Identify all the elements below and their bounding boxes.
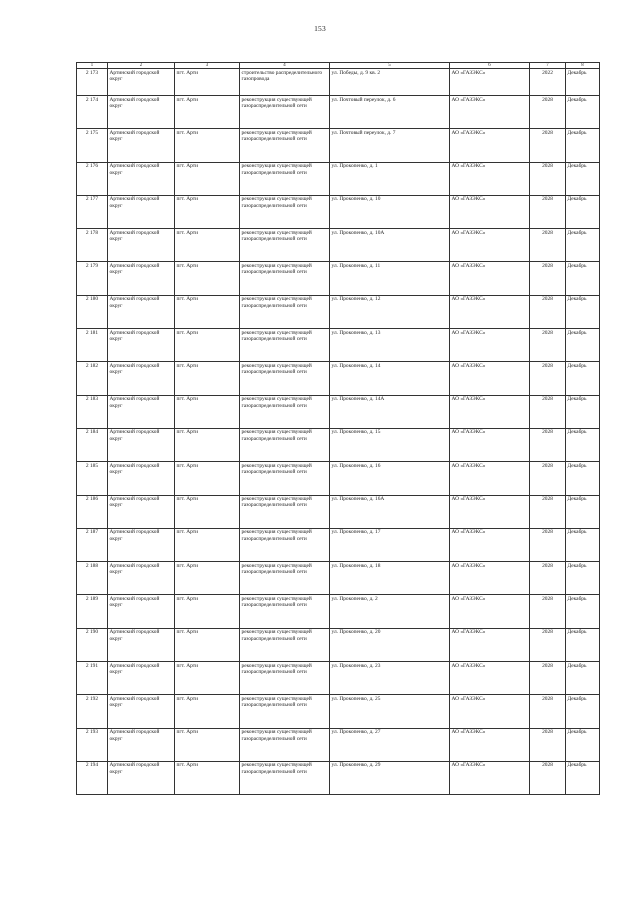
address-cell: ул. Прокопенко, д. 13 xyxy=(330,329,450,362)
row-number-cell: 2 182 xyxy=(77,362,108,395)
settlement-cell: пгт. Арти xyxy=(175,229,240,262)
row-number-cell: 2 174 xyxy=(77,96,108,129)
month-cell: Декабрь xyxy=(566,329,600,362)
month-cell: Декабрь xyxy=(566,129,600,162)
table-row xyxy=(77,395,600,428)
operator-cell: АО «ГАЗЭКС» xyxy=(450,229,530,262)
district-cell: Артинский городской округ xyxy=(108,129,175,162)
year-cell: 2028 xyxy=(530,495,566,528)
address-cell: ул. Прокопенко, д. 10А xyxy=(330,229,450,262)
row-number-cell: 2 184 xyxy=(77,428,108,461)
row-number-cell: 2 177 xyxy=(77,195,108,228)
month-cell: Декабрь xyxy=(566,728,600,761)
table-row xyxy=(77,262,600,295)
operator-cell: АО «ГАЗЭКС» xyxy=(450,295,530,328)
settlement-cell: пгт. Арти xyxy=(175,329,240,362)
work-type-cell: реконструкция существующей газораспределительной сети xyxy=(240,362,330,395)
row-number-cell: 2 186 xyxy=(77,495,108,528)
row-number-cell: 2 176 xyxy=(77,162,108,195)
district-cell: Артинский городской округ xyxy=(108,96,175,129)
column-number: 3 xyxy=(175,63,240,69)
address-cell: ул. Почтовый переулок, д. 7 xyxy=(330,129,450,162)
settlement-cell: пгт. Арти xyxy=(175,462,240,495)
work-type-cell: реконструкция существующей газораспределительной сети xyxy=(240,162,330,195)
operator-cell: АО «ГАЗЭКС» xyxy=(450,462,530,495)
settlement-cell: пгт. Арти xyxy=(175,428,240,461)
month-cell: Декабрь xyxy=(566,595,600,628)
address-cell: ул. Прокопенко, д. 23 xyxy=(330,662,450,695)
work-type-cell: реконструкция существующей газораспределительной сети xyxy=(240,395,330,428)
work-type-cell: реконструкция существующей газораспределительной сети xyxy=(240,662,330,695)
page-number: 153 xyxy=(314,24,326,33)
month-cell: Декабрь xyxy=(566,162,600,195)
table-row xyxy=(77,462,600,495)
table-row xyxy=(77,562,600,595)
operator-cell: АО «ГАЗЭКС» xyxy=(450,329,530,362)
operator-cell: АО «ГАЗЭКС» xyxy=(450,495,530,528)
work-type-cell: реконструкция существующей газораспределительной сети xyxy=(240,495,330,528)
district-cell: Артинский городской округ xyxy=(108,495,175,528)
table-row xyxy=(77,229,600,262)
address-cell: ул. Прокопенко, д. 29 xyxy=(330,761,450,794)
table-row xyxy=(77,329,600,362)
month-cell: Декабрь xyxy=(566,262,600,295)
operator-cell: АО «ГАЗЭКС» xyxy=(450,129,530,162)
month-cell: Декабрь xyxy=(566,761,600,794)
operator-cell: АО «ГАЗЭКС» xyxy=(450,628,530,661)
year-cell: 2028 xyxy=(530,262,566,295)
settlement-cell: пгт. Арти xyxy=(175,96,240,129)
row-number-cell: 2 188 xyxy=(77,562,108,595)
settlement-cell: пгт. Арти xyxy=(175,495,240,528)
table-row xyxy=(77,528,600,561)
district-cell: Артинский городской округ xyxy=(108,295,175,328)
settlement-cell: пгт. Арти xyxy=(175,295,240,328)
month-cell: Декабрь xyxy=(566,495,600,528)
district-cell: Артинский городской округ xyxy=(108,329,175,362)
month-cell: Декабрь xyxy=(566,462,600,495)
work-type-cell: реконструкция существующей газораспределительной сети xyxy=(240,695,330,728)
month-cell: Декабрь xyxy=(566,295,600,328)
row-number-cell: 2 187 xyxy=(77,528,108,561)
settlement-cell: пгт. Арти xyxy=(175,628,240,661)
row-number-cell: 2 183 xyxy=(77,395,108,428)
column-number: 8 xyxy=(566,63,600,69)
year-cell: 2022 xyxy=(530,69,566,96)
address-cell: ул. Прокопенко, д. 14 xyxy=(330,362,450,395)
row-number-cell: 2 185 xyxy=(77,462,108,495)
year-cell: 2028 xyxy=(530,295,566,328)
year-cell: 2028 xyxy=(530,662,566,695)
row-number-cell: 2 178 xyxy=(77,229,108,262)
table-row xyxy=(77,428,600,461)
work-type-cell: реконструкция существующей газораспределительной сети xyxy=(240,129,330,162)
operator-cell: АО «ГАЗЭКС» xyxy=(450,69,530,96)
year-cell: 2028 xyxy=(530,595,566,628)
settlement-cell: пгт. Арти xyxy=(175,69,240,96)
table-row xyxy=(77,295,600,328)
table-row xyxy=(77,69,600,96)
row-number-cell: 2 191 xyxy=(77,662,108,695)
column-number: 4 xyxy=(240,63,330,69)
address-cell: ул. Прокопенко, д. 15 xyxy=(330,428,450,461)
operator-cell: АО «ГАЗЭКС» xyxy=(450,695,530,728)
district-cell: Артинский городской округ xyxy=(108,628,175,661)
work-type-cell: реконструкция существующей газораспределительной сети xyxy=(240,528,330,561)
year-cell: 2028 xyxy=(530,728,566,761)
row-number-cell: 2 179 xyxy=(77,262,108,295)
year-cell: 2028 xyxy=(530,96,566,129)
address-cell: ул. Прокопенко, д. 27 xyxy=(330,728,450,761)
work-type-cell: реконструкция существующей газораспределительной сети xyxy=(240,761,330,794)
table-row xyxy=(77,728,600,761)
table-row xyxy=(77,662,600,695)
district-cell: Артинский городской округ xyxy=(108,395,175,428)
table-row xyxy=(77,495,600,528)
month-cell: Декабрь xyxy=(566,96,600,129)
year-cell: 2028 xyxy=(530,695,566,728)
address-cell: ул. Прокопенко, д. 20 xyxy=(330,628,450,661)
year-cell: 2028 xyxy=(530,162,566,195)
gas-network-table xyxy=(76,62,600,795)
column-number: 1 xyxy=(77,63,108,69)
year-cell: 2028 xyxy=(530,628,566,661)
year-cell: 2028 xyxy=(530,428,566,461)
address-cell: ул. Прокопенко, д. 10 xyxy=(330,195,450,228)
operator-cell: АО «ГАЗЭКС» xyxy=(450,595,530,628)
district-cell: Артинский городской округ xyxy=(108,595,175,628)
operator-cell: АО «ГАЗЭКС» xyxy=(450,662,530,695)
address-cell: ул. Победы, д. 9 кв. 2 xyxy=(330,69,450,96)
month-cell: Декабрь xyxy=(566,528,600,561)
year-cell: 2028 xyxy=(530,528,566,561)
settlement-cell: пгт. Арти xyxy=(175,695,240,728)
settlement-cell: пгт. Арти xyxy=(175,262,240,295)
year-cell: 2028 xyxy=(530,229,566,262)
district-cell: Артинский городской округ xyxy=(108,662,175,695)
operator-cell: АО «ГАЗЭКС» xyxy=(450,162,530,195)
address-cell: ул. Прокопенко, д. 11 xyxy=(330,262,450,295)
row-number-cell: 2 194 xyxy=(77,761,108,794)
column-number: 2 xyxy=(108,63,175,69)
column-number: 5 xyxy=(330,63,450,69)
settlement-cell: пгт. Арти xyxy=(175,662,240,695)
address-cell: ул. Прокопенко, д. 2 xyxy=(330,595,450,628)
district-cell: Артинский городской округ xyxy=(108,728,175,761)
month-cell: Декабрь xyxy=(566,195,600,228)
settlement-cell: пгт. Арти xyxy=(175,195,240,228)
work-type-cell: реконструкция существующей газораспределительной сети xyxy=(240,562,330,595)
settlement-cell: пгт. Арти xyxy=(175,528,240,561)
district-cell: Артинский городской округ xyxy=(108,362,175,395)
operator-cell: АО «ГАЗЭКС» xyxy=(450,195,530,228)
address-cell: ул. Прокопенко, д. 12 xyxy=(330,295,450,328)
table-row xyxy=(77,595,600,628)
address-cell: ул. Прокопенко, д. 1 xyxy=(330,162,450,195)
settlement-cell: пгт. Арти xyxy=(175,162,240,195)
operator-cell: АО «ГАЗЭКС» xyxy=(450,262,530,295)
district-cell: Артинский городской округ xyxy=(108,562,175,595)
year-cell: 2028 xyxy=(530,761,566,794)
work-type-cell: реконструкция существующей газораспределительной сети xyxy=(240,462,330,495)
settlement-cell: пгт. Арти xyxy=(175,595,240,628)
year-cell: 2028 xyxy=(530,562,566,595)
settlement-cell: пгт. Арти xyxy=(175,395,240,428)
table-row xyxy=(77,695,600,728)
month-cell: Декабрь xyxy=(566,362,600,395)
year-cell: 2028 xyxy=(530,129,566,162)
operator-cell: АО «ГАЗЭКС» xyxy=(450,362,530,395)
month-cell: Декабрь xyxy=(566,662,600,695)
work-type-cell: реконструкция существующей газораспределительной сети xyxy=(240,295,330,328)
table-row xyxy=(77,195,600,228)
operator-cell: АО «ГАЗЭКС» xyxy=(450,395,530,428)
row-number-cell: 2 190 xyxy=(77,628,108,661)
district-cell: Артинский городской округ xyxy=(108,262,175,295)
year-cell: 2028 xyxy=(530,329,566,362)
settlement-cell: пгт. Арти xyxy=(175,562,240,595)
table-row xyxy=(77,162,600,195)
district-cell: Артинский городской округ xyxy=(108,162,175,195)
district-cell: Артинский городской округ xyxy=(108,229,175,262)
month-cell: Декабрь xyxy=(566,395,600,428)
operator-cell: АО «ГАЗЭКС» xyxy=(450,428,530,461)
district-cell: Артинский городской округ xyxy=(108,428,175,461)
year-cell: 2028 xyxy=(530,462,566,495)
row-number-cell: 2 192 xyxy=(77,695,108,728)
work-type-cell: реконструкция существующей газораспределительной сети xyxy=(240,329,330,362)
work-type-cell: строительство распределительного газопровода xyxy=(240,69,330,96)
row-number-cell: 2 175 xyxy=(77,129,108,162)
column-number: 6 xyxy=(450,63,530,69)
month-cell: Декабрь xyxy=(566,628,600,661)
row-number-cell: 2 180 xyxy=(77,295,108,328)
operator-cell: АО «ГАЗЭКС» xyxy=(450,761,530,794)
operator-cell: АО «ГАЗЭКС» xyxy=(450,528,530,561)
operator-cell: АО «ГАЗЭКС» xyxy=(450,96,530,129)
district-cell: Артинский городской округ xyxy=(108,695,175,728)
operator-cell: АО «ГАЗЭКС» xyxy=(450,562,530,595)
table-row xyxy=(77,129,600,162)
row-number-cell: 2 189 xyxy=(77,595,108,628)
settlement-cell: пгт. Арти xyxy=(175,761,240,794)
operator-cell: АО «ГАЗЭКС» xyxy=(450,728,530,761)
address-cell: ул. Прокопенко, д. 16 xyxy=(330,462,450,495)
district-cell: Артинский городской округ xyxy=(108,69,175,96)
settlement-cell: пгт. Арти xyxy=(175,129,240,162)
district-cell: Артинский городской округ xyxy=(108,195,175,228)
work-type-cell: реконструкция существующей газораспределительной сети xyxy=(240,728,330,761)
column-number: 7 xyxy=(530,63,566,69)
address-cell: ул. Прокопенко, д. 14А xyxy=(330,395,450,428)
row-number-cell: 2 173 xyxy=(77,69,108,96)
address-cell: ул. Почтовый переулок, д. 6 xyxy=(330,96,450,129)
district-cell: Артинский городской округ xyxy=(108,462,175,495)
month-cell: Декабрь xyxy=(566,428,600,461)
month-cell: Декабрь xyxy=(566,695,600,728)
work-type-cell: реконструкция существующей газораспределительной сети xyxy=(240,229,330,262)
year-cell: 2028 xyxy=(530,362,566,395)
table-row xyxy=(77,628,600,661)
address-cell: ул. Прокопенко, д. 25 xyxy=(330,695,450,728)
work-type-cell: реконструкция существующей газораспределительной сети xyxy=(240,262,330,295)
address-cell: ул. Прокопенко, д. 17 xyxy=(330,528,450,561)
table-row xyxy=(77,362,600,395)
month-cell: Декабрь xyxy=(566,229,600,262)
work-type-cell: реконструкция существующей газораспределительной сети xyxy=(240,628,330,661)
year-cell: 2028 xyxy=(530,195,566,228)
table-row xyxy=(77,761,600,794)
month-cell: Декабрь xyxy=(566,69,600,96)
settlement-cell: пгт. Арти xyxy=(175,728,240,761)
work-type-cell: реконструкция существующей газораспределительной сети xyxy=(240,195,330,228)
year-cell: 2028 xyxy=(530,395,566,428)
address-cell: ул. Прокопенко, д. 18 xyxy=(330,562,450,595)
row-number-cell: 2 193 xyxy=(77,728,108,761)
month-cell: Декабрь xyxy=(566,562,600,595)
address-cell: ул. Прокопенко, д. 16А xyxy=(330,495,450,528)
settlement-cell: пгт. Арти xyxy=(175,362,240,395)
work-type-cell: реконструкция существующей газораспределительной сети xyxy=(240,595,330,628)
work-type-cell: реконструкция существующей газораспределительной сети xyxy=(240,96,330,129)
table-body xyxy=(77,69,600,795)
table-row xyxy=(77,96,600,129)
district-cell: Артинский городской округ xyxy=(108,528,175,561)
row-number-cell: 2 181 xyxy=(77,329,108,362)
work-type-cell: реконструкция существующей газораспределительной сети xyxy=(240,428,330,461)
district-cell: Артинский городской округ xyxy=(108,761,175,794)
